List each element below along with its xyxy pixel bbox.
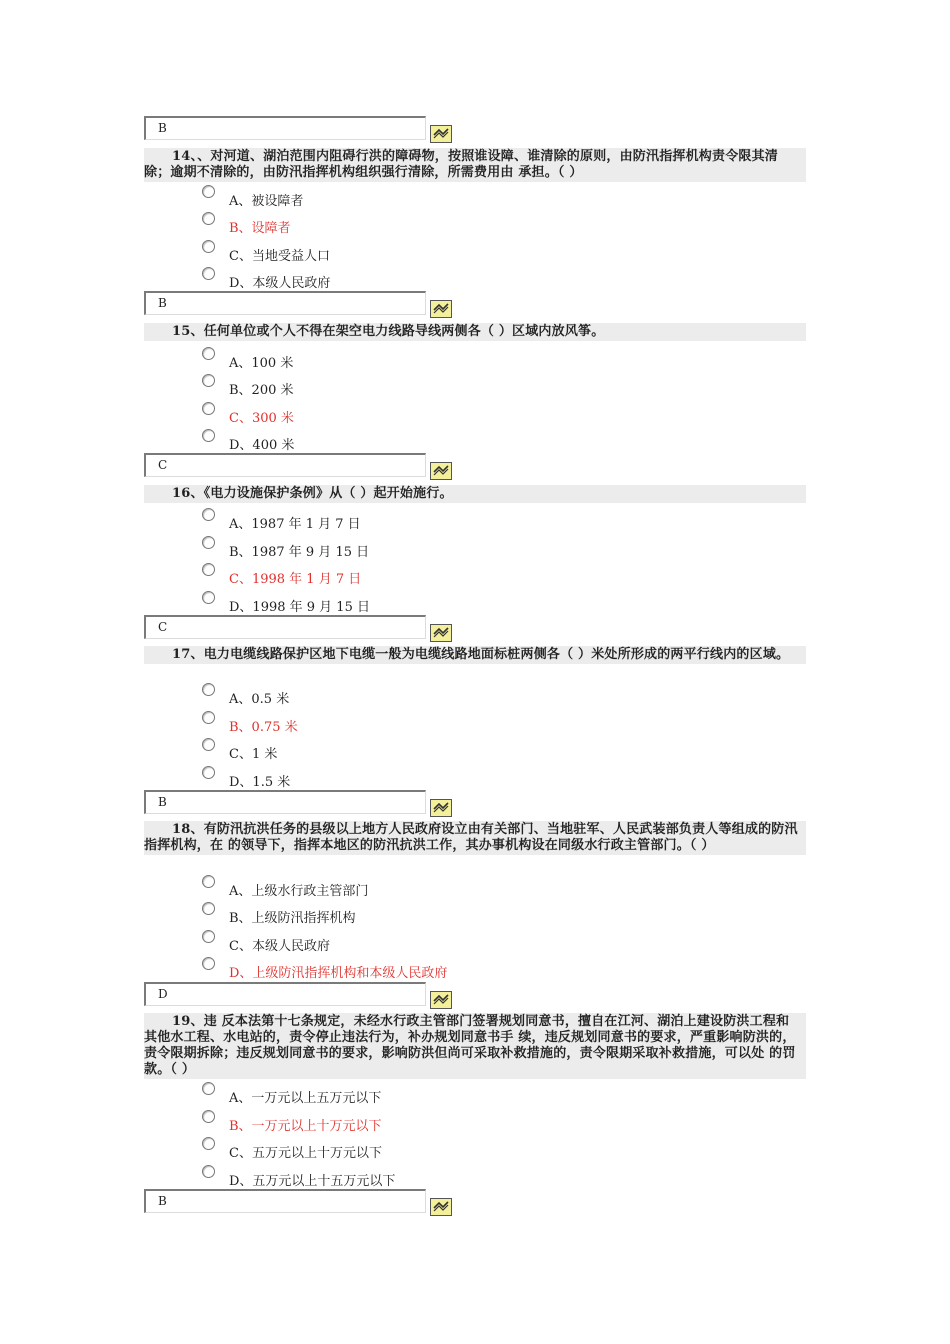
radio-button[interactable] [202, 402, 215, 415]
check-answer-button[interactable] [430, 799, 452, 817]
answer-box[interactable]: B [144, 291, 426, 315]
check-answer-icon [431, 625, 451, 641]
check-answer-icon [431, 800, 451, 816]
option-label: B、上级防汛指挥机构 [229, 911, 356, 926]
option-label: D、五万元以上十五万元以下 [229, 1174, 396, 1189]
option-label: C、当地受益人口 [229, 249, 330, 264]
option-label: D、400 米 [229, 438, 295, 453]
option-label: A、1987 年 1 月 7 日 [229, 517, 361, 532]
option-label: C、1 米 [229, 747, 278, 762]
answer-box[interactable]: C [144, 615, 426, 639]
check-answer-button[interactable] [430, 991, 452, 1009]
option-label-correct: C、1998 年 1 月 7 日 [229, 572, 362, 587]
option-label: B、1987 年 9 月 15 日 [229, 545, 370, 560]
question-text: 17、电力电缆线路保护区地下电缆一般为电缆线路地面标桩两侧各（ ）米处所形成的两平行线内的区域。 [144, 646, 806, 664]
question-text: 18、有防汛抗洪任务的县级以上地方人民政府设立由有关部门、当地驻军、人民武装部负责人等组成的防汛指挥机构，在 的领导下，指挥本地区的防汛抗洪工作，其办事机构设在同级水行政主管部门。（ ） [144, 821, 806, 855]
check-answer-icon [431, 463, 451, 479]
option-label: A、100 米 [229, 356, 294, 371]
option-label-correct: B、一万元以上十万元以下 [229, 1119, 382, 1134]
check-answer-button[interactable] [430, 624, 452, 642]
radio-button[interactable] [202, 185, 215, 198]
check-answer-icon [431, 301, 451, 317]
radio-button[interactable] [202, 429, 215, 442]
radio-button[interactable] [202, 930, 215, 943]
option-label-correct: B、设障者 [229, 221, 291, 236]
radio-button[interactable] [202, 347, 215, 360]
question-text: 16、《电力设施保护条例》从（ ）起开始施行。 [144, 485, 806, 503]
radio-button[interactable] [202, 766, 215, 779]
option-label: C、本级人民政府 [229, 939, 330, 954]
check-answer-icon [431, 1199, 451, 1215]
option-label: A、一万元以上五万元以下 [229, 1091, 382, 1106]
option-label-correct: B、0.75 米 [229, 720, 298, 735]
radio-button[interactable] [202, 683, 215, 696]
radio-button[interactable] [202, 536, 215, 549]
option-label-correct: C、300 米 [229, 411, 294, 426]
check-answer-button[interactable] [430, 462, 452, 480]
radio-button[interactable] [202, 738, 215, 751]
radio-button[interactable] [202, 1137, 215, 1150]
radio-button[interactable] [202, 267, 215, 280]
answer-box[interactable]: C [144, 453, 426, 477]
question-text: 19、违 反本法第十七条规定，未经水行政主管部门签署规划同意书，擅自在江河、湖泊上建设防洪工程和其他水工程、水电站的，责令停止违法行为，补办规划同意书手 续，违反规划同意书的要求，严重影响防洪的，责令限期拆除；违反规划同意书的要求，影响防洪但尚可采取补救措施的，责令限期采取补救措施，可以处 的罚款。（ ） [144, 1013, 806, 1079]
radio-button[interactable] [202, 508, 215, 521]
radio-button[interactable] [202, 374, 215, 387]
option-label-correct: D、上级防汛指挥机构和本级人民政府 [229, 966, 448, 981]
option-label: D、本级人民政府 [229, 276, 331, 291]
radio-button[interactable] [202, 711, 215, 724]
check-answer-icon [431, 992, 451, 1008]
question-text: 15、任何单位或个人不得在架空电力线路导线两侧各（ ）区域内放风筝。 [144, 323, 806, 341]
answer-box[interactable]: B [144, 116, 426, 140]
radio-button[interactable] [202, 1165, 215, 1178]
radio-button[interactable] [202, 212, 215, 225]
option-label: C、五万元以上十万元以下 [229, 1146, 382, 1161]
radio-button[interactable] [202, 1082, 215, 1095]
answer-box[interactable]: B [144, 1189, 426, 1213]
radio-button[interactable] [202, 957, 215, 970]
check-answer-button[interactable] [430, 300, 452, 318]
radio-button[interactable] [202, 591, 215, 604]
question-text: 14、、对河道、湖泊范围内阻碍行洪的障碍物，按照谁设障、谁清除的原则，由防汛指挥机构责令限其清除；逾期不清除的，由防汛指挥机构组织强行清除，所需费用由 承担。（ ） [144, 148, 806, 182]
option-label: A、0.5 米 [229, 692, 290, 707]
radio-button[interactable] [202, 902, 215, 915]
radio-button[interactable] [202, 875, 215, 888]
answer-box[interactable]: D [144, 982, 426, 1006]
option-label: A、上级水行政主管部门 [229, 884, 369, 899]
check-answer-button[interactable] [430, 125, 452, 143]
option-label: D、1.5 米 [229, 775, 291, 790]
check-answer-button[interactable] [430, 1198, 452, 1216]
option-label: A、被设障者 [229, 194, 304, 209]
answer-box[interactable]: B [144, 790, 426, 814]
option-label: D、1998 年 9 月 15 日 [229, 600, 370, 615]
radio-button[interactable] [202, 1110, 215, 1123]
option-label: B、200 米 [229, 383, 294, 398]
radio-button[interactable] [202, 240, 215, 253]
radio-button[interactable] [202, 563, 215, 576]
check-answer-icon [431, 126, 451, 142]
